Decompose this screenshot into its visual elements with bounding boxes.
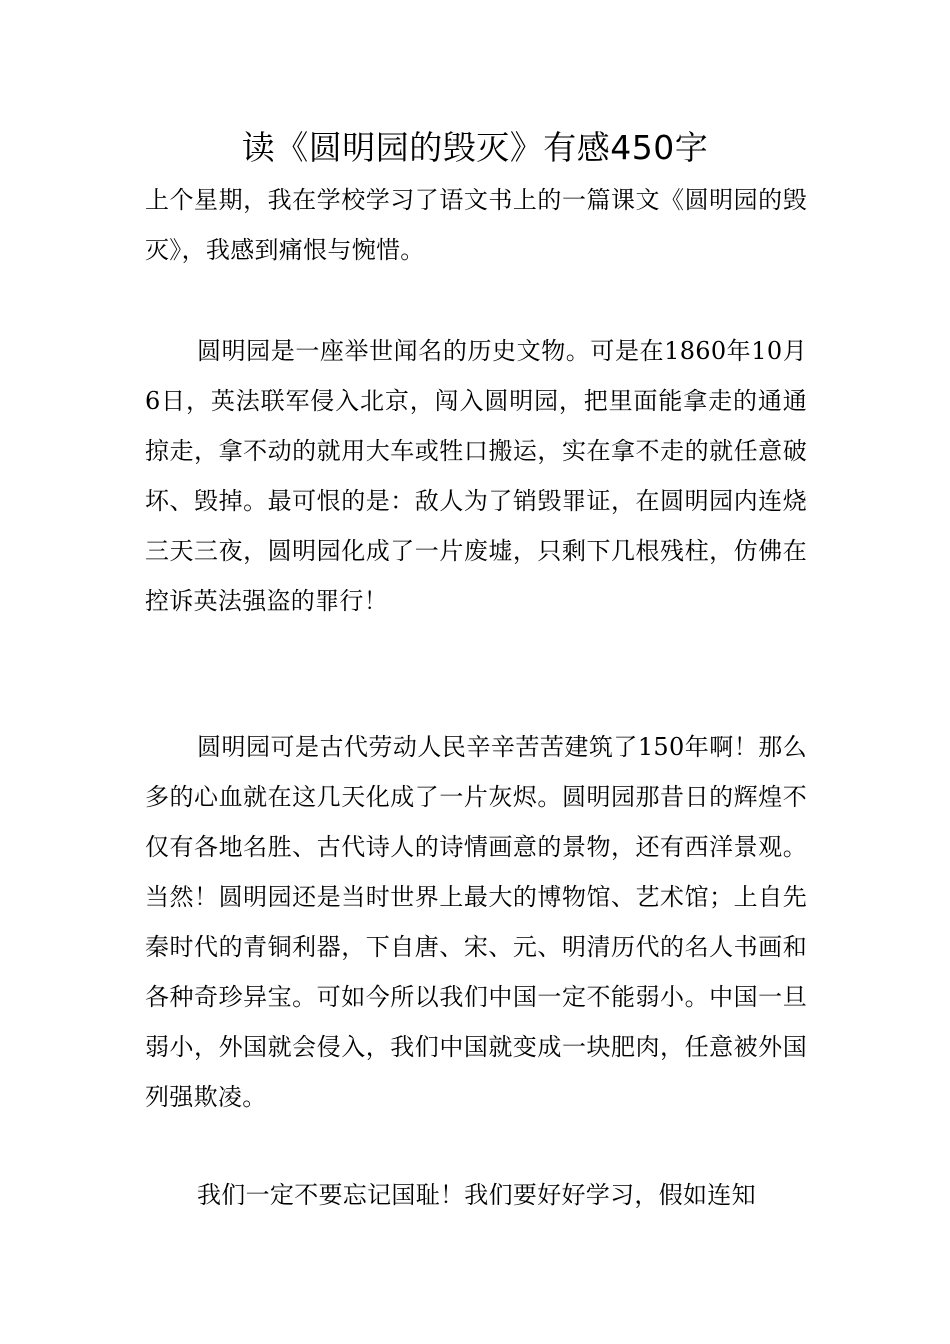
paragraph-significance: 圆明园可是古代劳动人民辛辛苦苦建筑了150年啊！那么多的心血就在这几天化成了一片灰烬。圆明园那昔日的辉煌不仅有各地名胜、古代诗人的诗情画意的景物，还有西洋景观。当然！圆明园还是当时世界上最大的博物馆、艺术馆；上自先秦时代的青铜利器，下自唐、宋、元、明清历代的名人书画和各种奇珍异宝。可如今所以我们中国一定不能弱小。中国一旦弱小，外国就会侵入，我们中国就变成一块肥肉，任意被外国列强欺凌。 <box>145 733 807 1111</box>
paragraph-history: 圆明园是一座举世闻名的历史文物。可是在1860年10月6日，英法联军侵入北京，闯入圆明园，把里面能拿走的通通掠走，拿不动的就用大车或牲口搬运，实在拿不走的就任意破坏、毁掉。最可恨的是：敌人为了销毁罪证，在圆明园内连烧三天三夜，圆明园化成了一片废墟，只剩下几根残柱，仿佛在控诉英法强盗的罪行！ <box>145 337 807 615</box>
paragraph-intro: 上个星期，我在学校学习了语文书上的一篇课文《圆明园的毁灭》，我感到痛恨与惋惜。 <box>145 186 807 264</box>
document-title: 读《圆明园的毁灭》有感450字 <box>241 128 709 167</box>
paragraph-conclusion: 我们一定不要忘记国耻！我们要好好学习，假如连知 <box>197 1181 756 1209</box>
